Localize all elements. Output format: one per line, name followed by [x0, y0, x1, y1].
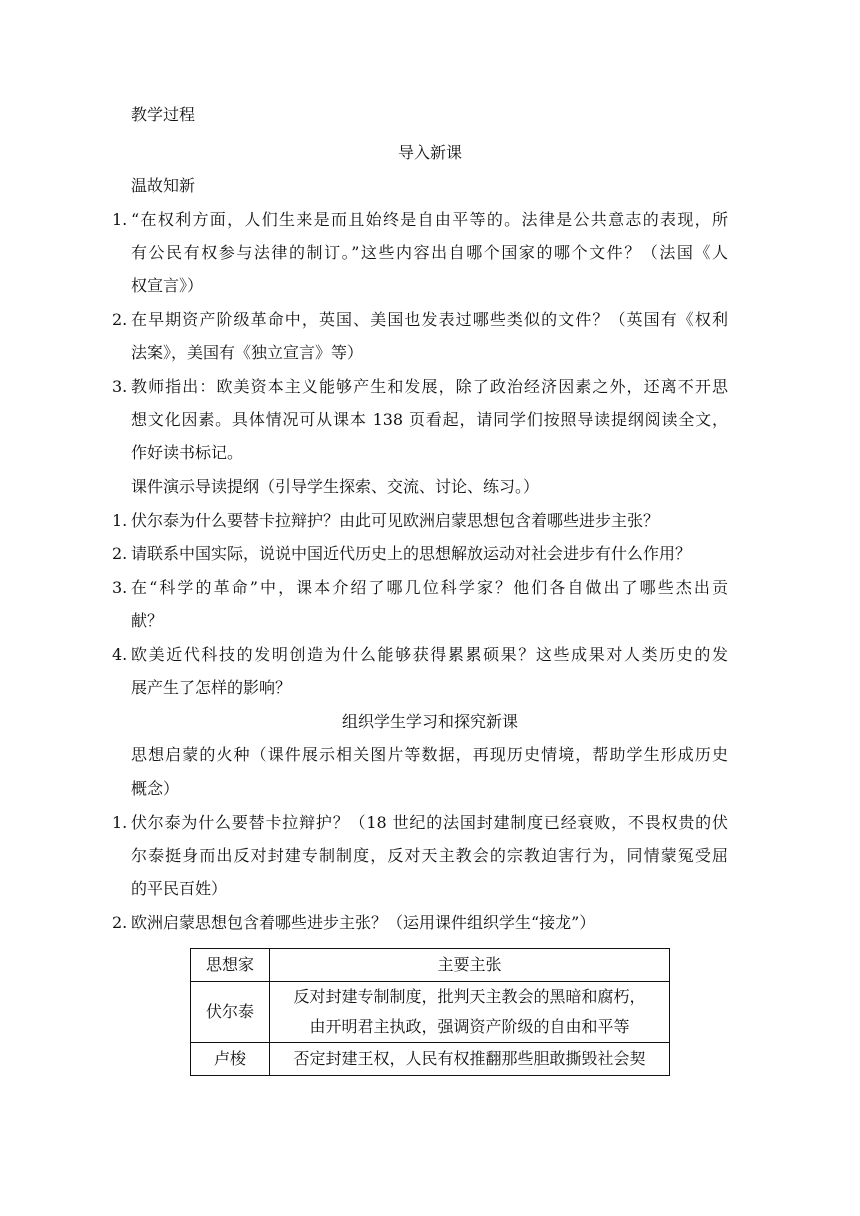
table-cell-line: 否定封建王权，人民有权推翻那些胆敢撕毁社会契	[293, 1049, 646, 1068]
list-item-line: 有公民有权参与法律的制订。”这些内容出自哪个国家的哪个文件？（法国《人	[131, 243, 728, 262]
list-item-line: 伏尔泰为什么要替卡拉辩护？（18 世纪的法国封建制度已经衰败，不畏权贵的伏	[131, 813, 728, 832]
list-item-line: 想文化因素。具体情况可从课本 138 页看起，请同学们按照导读提纲阅读全文，	[131, 410, 728, 429]
list-item-line: 尔泰挺身而出反对封建专制制度，反对天主教会的宗教迫害行为，同情蒙冤受屈	[131, 846, 728, 865]
list-item-line: 展产生了怎样的影响？	[131, 678, 292, 697]
section2-intro-line: 概念）	[131, 779, 180, 798]
subheading-review: 温故知新	[131, 176, 196, 195]
list-number: 2.	[112, 544, 128, 563]
list-item-line: 请联系中国实际，说说中国近代历史上的思想解放运动对社会进步有什么作用？	[131, 544, 692, 563]
list-item-line: 法案》，美国有《独立宣言》等）	[131, 343, 364, 362]
list-item-line: 欧洲启蒙思想包含着哪些进步主张？（运用课件组织学生“接龙”）	[131, 913, 596, 932]
table-cell-name: 伏尔泰	[191, 982, 270, 1043]
list-number: 2.	[112, 310, 128, 329]
table-cell-line: 反对封建专制制度，批判天主教会的黑暗和腐朽，	[293, 987, 646, 1006]
list-item-line: 献？	[131, 611, 164, 630]
list-item-line: 教师指出：欧美资本主义能够产生和发展，除了政治经济因素之外，还离不开思	[131, 377, 728, 396]
list-item-line: 伏尔泰为什么要替卡拉辩护？由此可见欧洲启蒙思想包含着哪些进步主张？	[131, 511, 660, 530]
table-row	[191, 1043, 670, 1076]
table-header-cell: 主要主张	[270, 949, 670, 982]
list-item-line: 作好读书标记。	[131, 443, 244, 462]
list-item-line: 在“科学的革命”中，课本介绍了哪几位科学家？他们各自做出了哪些杰出贡	[131, 578, 728, 597]
list-number: 4.	[112, 645, 128, 664]
table-row	[191, 982, 670, 1043]
table-cell-line: 由开明君主执政，强调资产阶级的自由和平等	[309, 1017, 630, 1036]
list-item-line: “在权利方面，人们生来是而且始终是自由平等的。法律是公共意志的表现，所	[131, 210, 728, 229]
table-cell-views	[270, 1043, 670, 1076]
list-number: 3.	[112, 377, 128, 396]
doc-title: 教学过程	[131, 105, 196, 124]
outline-intro: 课件演示导读提纲（引导学生探索、交流、讨论、练习。）	[131, 477, 540, 496]
section-heading-intro: 导入新课	[397, 143, 462, 162]
table-cell-name: 卢梭	[191, 1043, 270, 1076]
list-number: 1.	[112, 813, 128, 832]
list-number: 2.	[112, 913, 128, 932]
section-heading-study: 组织学生学习和探究新课	[341, 712, 518, 731]
thinkers-table	[190, 948, 670, 1076]
list-item-line: 权宣言》）	[131, 276, 204, 295]
table-header-row	[191, 949, 670, 982]
list-number: 1.	[112, 511, 128, 530]
list-item-line: 在早期资产阶级革命中，英国、美国也发表过哪些类似的文件？（英国有《权利	[131, 310, 728, 329]
list-number: 1.	[112, 210, 128, 229]
list-number: 3.	[112, 578, 128, 597]
table-cell-views	[270, 982, 670, 1043]
section2-intro-line: 思想启蒙的火种（课件展示相关图片等数据，再现历史情境，帮助学生形成历史	[131, 745, 728, 764]
table-header-cell: 思想家	[191, 949, 270, 982]
list-item-line: 欧美近代科技的发明创造为什么能够获得累累硕果？这些成果对人类历史的发	[131, 645, 728, 664]
list-item-line: 的平民百姓）	[131, 879, 228, 898]
